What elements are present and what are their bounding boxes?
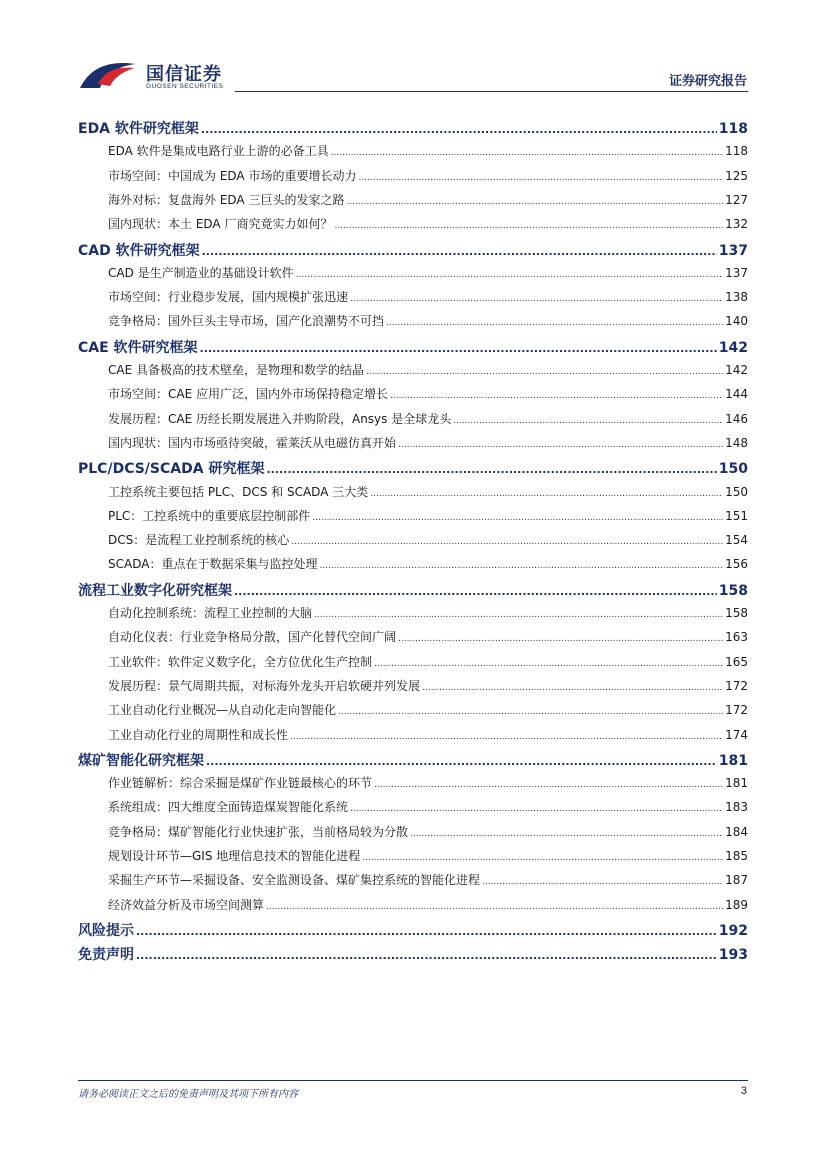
toc-dot-leader — [334, 221, 723, 231]
toc-subsection-entry[interactable] — [108, 288, 748, 305]
toc-entry-title: SCADA：重点在于数据采集与监控处理 — [108, 557, 318, 572]
toc-entry-page: 137 — [725, 265, 748, 280]
toc-dot-leader — [386, 318, 723, 328]
toc-entry-page: 137 — [718, 242, 748, 259]
toc-entry-title: 工业自动化行业概况—从自动化走向智能化 — [108, 703, 337, 718]
toc-subsection-entry[interactable] — [108, 215, 748, 232]
toc-entry-page: 156 — [725, 557, 748, 572]
toc-entry-title: 竞争格局：国外巨头主导市场，国产化浪潮势不可挡 — [108, 314, 385, 329]
toc-subsection-entry[interactable] — [108, 774, 748, 791]
toc-entry-page: 148 — [725, 435, 748, 450]
toc-dot-leader — [331, 148, 723, 158]
toc-entry-title: 市场空间：中国成为 EDA 市场的重要增长动力 — [108, 168, 357, 183]
toc-subsection-entry[interactable] — [108, 385, 748, 402]
header-divider — [235, 91, 748, 92]
toc-dot-leader — [290, 732, 723, 742]
toc-subsection-entry[interactable] — [108, 434, 748, 451]
toc-entry-title: 海外对标：复盘海外 EDA 三巨头的发家之路 — [108, 192, 345, 207]
toc-entry-page: 142 — [718, 339, 748, 356]
toc-subsection-entry[interactable] — [108, 167, 748, 184]
toc-dot-leader — [398, 440, 723, 450]
toc-entry-page: 125 — [725, 168, 748, 183]
toc-entry-title: 工业自动化行业的周期性和成长性 — [108, 727, 289, 742]
toc-subsection-entry[interactable] — [108, 726, 748, 743]
toc-dot-leader — [296, 270, 723, 280]
toc-subsection-entry[interactable] — [108, 871, 748, 888]
toc-subsection-entry[interactable] — [108, 653, 748, 670]
toc-entry-title: PLC：工控系统中的重要底层控制部件 — [108, 508, 311, 523]
toc-entry-page: 163 — [725, 630, 748, 645]
toc-entry-page: 150 — [725, 484, 748, 499]
toc-entry-page: 118 — [725, 144, 748, 159]
toc-dot-leader — [370, 489, 723, 499]
toc-entry-page: 181 — [718, 752, 748, 769]
toc-entry-page: 192 — [718, 922, 748, 939]
toc-subsection-entry[interactable] — [108, 142, 748, 159]
toc-entry-title: 自动化控制系统：流程工业控制的大脑 — [108, 606, 313, 620]
toc-entry-title: 国内现状：国内市场亟待突破，霍莱沃从电磁仿真开始 — [108, 435, 397, 450]
toc-entry-page: 140 — [725, 314, 748, 329]
toc-entry-page: 174 — [725, 727, 748, 742]
toc-entry-title: 经济效益分析及市场空间测算 — [108, 897, 265, 912]
toc-entry-title: 免责声明 — [78, 947, 134, 964]
toc-entry-title: EDA 软件是集成电路行业上游的必备工具 — [108, 144, 329, 159]
toc-entry-title: 规划设计环节—GIS 地理信息技术的智能化进程 — [108, 849, 361, 863]
toc-entry-title: EDA 软件研究框架 — [78, 121, 199, 137]
toc-entry-title: 市场空间：行业稳步发展，国内规模扩张迅速 — [108, 290, 349, 305]
toc-entry-page: 193 — [718, 947, 748, 964]
toc-entry-page: 172 — [725, 703, 748, 718]
guosen-logo-icon — [78, 58, 138, 92]
toc-dot-leader — [291, 537, 723, 547]
toc-entry-title: 煤矿智能化研究框架 — [78, 752, 204, 769]
toc-entry-page: 165 — [725, 654, 748, 669]
toc-subsection-entry[interactable] — [108, 410, 748, 427]
toc-entry-page: 118 — [718, 121, 748, 137]
toc-dot-leader — [358, 173, 723, 183]
toc-section-entry[interactable] — [78, 118, 748, 138]
brand-name-cn: 国信证券 — [146, 64, 222, 85]
toc-dot-leader — [374, 780, 723, 790]
toc-entry-page: 154 — [725, 533, 748, 548]
toc-entry-title: 系统组成：四大维度全面铸造煤炭智能化系统 — [108, 800, 349, 815]
toc-subsection-entry[interactable] — [108, 604, 748, 621]
toc-section-entry[interactable] — [78, 944, 748, 964]
toc-entry-page: 144 — [725, 387, 748, 402]
toc-dot-leader — [136, 925, 717, 938]
toc-section-entry[interactable] — [78, 580, 748, 600]
toc-entry-page: 151 — [725, 508, 748, 523]
toc-subsection-entry[interactable] — [108, 798, 748, 815]
brand-name-en: GUOSEN SECURITIES — [146, 83, 224, 90]
toc-subsection-entry[interactable] — [108, 823, 748, 840]
toc-entry-page: 158 — [718, 582, 748, 599]
toc-dot-leader — [410, 829, 723, 839]
toc-entry-title: CAE 具备极高的技术壁垒，是物理和数学的结晶 — [108, 363, 364, 377]
toc-section-entry[interactable] — [78, 337, 748, 357]
toc-entry-title: 市场空间：CAE 应用广泛，国内外市场保持稳定增长 — [108, 387, 388, 402]
toc-subsection-entry[interactable] — [108, 531, 748, 548]
toc-dot-leader — [206, 755, 717, 768]
toc-entry-title: CAE 软件研究框架 — [78, 339, 198, 356]
toc-subsection-entry[interactable] — [108, 507, 748, 524]
toc-section-entry[interactable] — [78, 458, 748, 478]
page-number: 3 — [740, 1085, 747, 1097]
toc-dot-leader — [314, 610, 723, 620]
toc-entry-title: 风险提示 — [78, 922, 134, 939]
toc-entry-title: 作业链解析：综合采掘是煤矿作业链最核心的环节 — [108, 776, 373, 791]
toc-entry-title: 工业软件：软件定义数字化，全方位优化生产控制 — [108, 654, 373, 669]
toc-subsection-entry[interactable] — [108, 555, 748, 572]
toc-entry-title: 工控系统主要包括 PLC、DCS 和 SCADA 三大类 — [108, 484, 369, 499]
toc-dot-leader — [453, 416, 723, 426]
toc-dot-leader — [482, 877, 723, 887]
toc-entry-title: CAD 软件研究框架 — [78, 242, 200, 259]
toc-dot-leader — [366, 367, 723, 377]
toc-entry-title: 自动化仪表：行业竞争格局分散，国产化替代空间广阔 — [108, 630, 397, 645]
toc-entry-title: PLC/DCS/SCADA 研究框架 — [78, 461, 265, 478]
toc-entry-title: 竞争格局：煤矿智能化行业快速扩张，当前格局较为分散 — [108, 824, 409, 839]
toc-entry-page: 146 — [725, 411, 748, 426]
toc-entry-page: 172 — [725, 678, 748, 693]
toc-section-entry[interactable] — [78, 750, 748, 770]
toc-subsection-entry[interactable] — [108, 312, 748, 329]
toc-subsection-entry[interactable] — [108, 628, 748, 645]
toc-entry-page: 132 — [725, 217, 748, 232]
toc-entry-page: 158 — [725, 606, 748, 620]
toc-entry-title: CAD 是生产制造业的基础设计软件 — [108, 265, 294, 280]
disclaimer-note: 请务必阅读正文之后的免责声明及其项下所有内容 — [78, 1089, 298, 1100]
toc-entry-title: 流程工业数字化研究框架 — [78, 582, 232, 599]
toc-dot-leader — [390, 391, 723, 401]
toc-subsection-entry[interactable] — [108, 896, 748, 913]
toc-entry-title: 发展历程：景气周期共振，对标海外龙头开启软硬并列发展 — [108, 678, 421, 693]
toc-subsection-entry[interactable] — [108, 483, 748, 500]
toc-dot-leader — [374, 659, 723, 669]
toc-dot-leader — [266, 463, 716, 476]
toc-subsection-entry[interactable] — [108, 264, 748, 281]
toc-entry-page: 138 — [725, 290, 748, 305]
toc-dot-leader — [319, 561, 723, 571]
toc-entry-page: 142 — [725, 363, 748, 377]
page-header — [0, 0, 827, 100]
toc-subsection-entry[interactable] — [108, 191, 748, 208]
toc-subsection-entry[interactable] — [108, 847, 748, 864]
toc-subsection-entry[interactable] — [108, 361, 748, 378]
toc-entry-page: 183 — [725, 800, 748, 815]
toc-dot-leader — [422, 683, 723, 693]
toc-dot-leader — [266, 902, 723, 912]
toc-subsection-entry[interactable] — [108, 677, 748, 694]
toc-dot-leader — [346, 197, 723, 207]
toc-dot-leader — [136, 949, 717, 962]
report-type-label: 证券研究报告 — [668, 74, 747, 89]
footer-divider — [78, 1080, 748, 1081]
toc-dot-leader — [202, 245, 717, 258]
toc-dot-leader — [350, 294, 723, 304]
toc-entry-title: 国内现状：本土 EDA 厂商究竟实力如何？ — [108, 217, 333, 232]
toc-dot-leader — [234, 585, 717, 598]
toc-dot-leader — [201, 123, 717, 136]
toc-dot-leader — [338, 707, 723, 717]
toc-entry-page: 185 — [725, 849, 748, 863]
toc-entry-page: 187 — [725, 873, 748, 888]
toc-entry-page: 189 — [725, 897, 748, 912]
toc-section-entry[interactable] — [78, 240, 748, 260]
toc-entry-title: 发展历程：CAE 历经长期发展进入并购阶段，Ansys 是全球龙头 — [108, 411, 452, 426]
toc-section-entry[interactable] — [78, 920, 748, 940]
toc-entry-title: DCS：是流程工业控制系统的核心 — [108, 533, 290, 548]
toc-entry-title: 采掘生产环节—采掘设备、安全监测设备、煤矿集控系统的智能化进程 — [108, 873, 481, 888]
toc-dot-leader — [398, 634, 723, 644]
toc-entry-page: 184 — [725, 824, 748, 839]
toc-dot-leader — [200, 342, 717, 355]
toc-entry-page: 181 — [725, 776, 748, 791]
toc-dot-leader — [362, 853, 723, 863]
toc-subsection-entry[interactable] — [108, 701, 748, 718]
toc-dot-leader — [350, 804, 723, 814]
toc-dot-leader — [312, 513, 723, 523]
toc-entry-page: 127 — [725, 192, 748, 207]
toc-entry-page: 150 — [718, 461, 748, 478]
